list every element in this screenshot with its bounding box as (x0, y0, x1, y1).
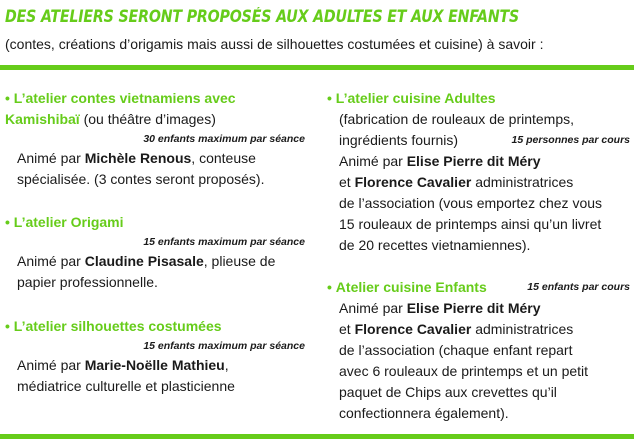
workshop-desc: de l’association (chaque enfant repart (339, 342, 573, 358)
workshop-title-cont: Kamishibaï (5, 111, 80, 127)
workshop-cuisine-adultes (327, 88, 630, 256)
workshop-title: L’atelier contes vietnamiens avec (13, 90, 236, 106)
workshop-subtitle: (ou théâtre d’images) (79, 111, 216, 127)
workshop-title: L’atelier cuisine Adultes (335, 90, 496, 106)
animator-prefix: Animé par (17, 253, 85, 269)
bullet: • (5, 214, 10, 230)
animator-name: Marie-Noëlle Mathieu (84, 357, 225, 373)
animator-desc: médiatrice culturelle et plasticienne (17, 378, 235, 394)
workshop-desc: de l’association (vous emportez chez vous (339, 195, 603, 211)
animator-name: Elise Pierre dit Méry (406, 300, 541, 316)
workshop-desc: 15 rouleaux de printemps ainsi qu’un livret (339, 216, 602, 232)
page-title: DES ATELIERS SERONT PROPOSÉS AUX ADULTES ET AUX ENFANTS (5, 7, 520, 26)
workshop-desc: de 20 recettes vietnamiennes). (339, 237, 531, 253)
left-column (5, 88, 305, 397)
bullet: • (5, 90, 10, 106)
workshop-title: L’atelier Origami (13, 214, 124, 230)
capacity-label: 15 enfants par cours (527, 281, 630, 293)
workshop-desc: (fabrication de rouleaux de printemps, (339, 111, 575, 127)
top-divider (0, 65, 634, 70)
workshop-title: L’atelier silhouettes costumées (13, 318, 222, 334)
animator-role: administratrices (471, 174, 574, 190)
workshop-title: Atelier cuisine Enfants (335, 279, 487, 295)
animator-prefix: Animé par (17, 357, 85, 373)
right-column (327, 88, 630, 424)
workshop-desc: ingrédients fournis) (339, 132, 459, 148)
page-subtitle: (contes, créations d’origamis mais aussi de silhouettes costumées et cuisine) à savoir : (5, 36, 544, 52)
workshop-contes (5, 88, 305, 190)
animator-desc: spécialisée. (3 contes seront proposés). (17, 171, 265, 187)
animator-name: Florence Cavalier (354, 321, 472, 337)
animator-desc: , conteuse (191, 150, 256, 166)
animator-and: et (339, 174, 355, 190)
workshop-silhouettes (5, 316, 305, 397)
animator-role: administratrices (471, 321, 574, 337)
workshop-origami (5, 212, 305, 293)
animator-prefix: Animé par (339, 153, 407, 169)
bullet: • (5, 318, 10, 334)
bullet: • (327, 279, 332, 295)
animator-name: Claudine Pisasale (84, 253, 204, 269)
animator-desc: , (224, 357, 229, 373)
animator-desc: , plieuse de (203, 253, 276, 269)
animator-name: Michèle Renous (84, 150, 192, 166)
animator-desc: papier professionnelle. (17, 274, 158, 290)
animator-prefix: Animé par (17, 150, 85, 166)
animator-name: Elise Pierre dit Méry (406, 153, 541, 169)
capacity-label: 15 personnes par cours (511, 134, 630, 146)
animator-prefix: Animé par (339, 300, 407, 316)
workshop-desc: paquet de Chips aux crevettes qu’il (339, 384, 557, 400)
animator-and: et (339, 321, 355, 337)
capacity-label: 15 enfants maximum par séance (143, 340, 305, 352)
animator-name: Florence Cavalier (354, 174, 472, 190)
bottom-divider (0, 434, 634, 439)
bullet: • (327, 90, 332, 106)
workshop-desc: avec 6 rouleaux de printemps et un petit (339, 363, 589, 379)
capacity-label: 15 enfants maximum par séance (143, 236, 305, 248)
workshop-desc: confectionnera également). (339, 405, 509, 421)
workshop-cuisine-enfants (327, 277, 630, 424)
capacity-label: 30 enfants maximum par séance (143, 133, 305, 145)
